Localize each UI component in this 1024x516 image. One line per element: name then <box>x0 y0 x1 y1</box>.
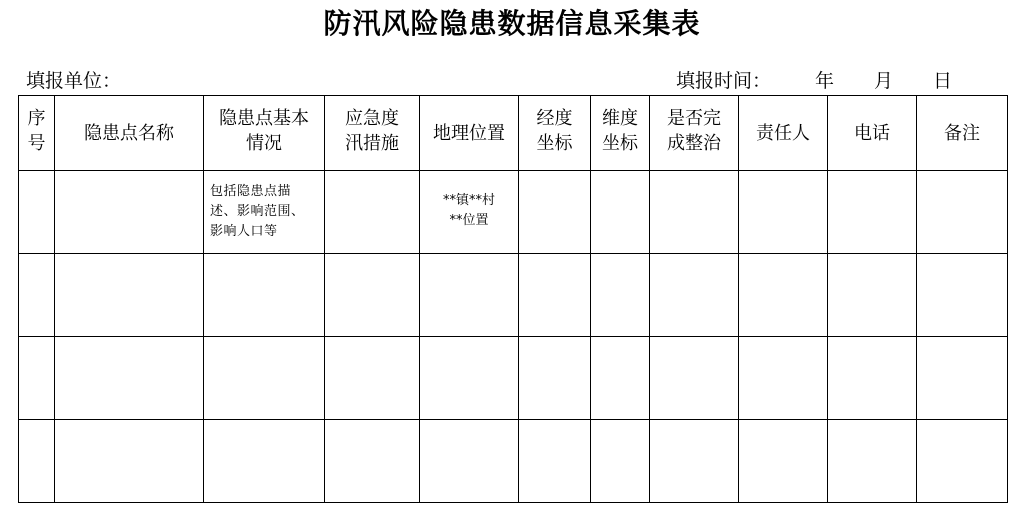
table-row <box>19 420 1008 503</box>
table-cell[interactable] <box>917 254 1008 337</box>
header-longitude: 经度 坐标 <box>519 96 591 171</box>
table-cell[interactable] <box>591 171 650 254</box>
table-cell[interactable] <box>420 337 519 420</box>
table-cell[interactable] <box>828 254 917 337</box>
table-cell[interactable] <box>325 171 420 254</box>
table-cell[interactable] <box>204 254 325 337</box>
table-cell[interactable] <box>591 254 650 337</box>
table-header-row <box>19 96 1008 171</box>
fill-unit-label: 填报单位： <box>26 70 122 92</box>
table-cell[interactable] <box>19 254 55 337</box>
header-rectified: 是否完 成整治 <box>650 96 739 171</box>
table-cell[interactable] <box>591 337 650 420</box>
table-cell[interactable] <box>519 337 591 420</box>
table-cell[interactable] <box>917 420 1008 503</box>
table-cell[interactable] <box>650 337 739 420</box>
table-cell[interactable] <box>325 254 420 337</box>
table-cell[interactable] <box>739 420 828 503</box>
table-cell[interactable] <box>828 337 917 420</box>
table-cell[interactable] <box>739 337 828 420</box>
month-label: 月 <box>874 70 894 92</box>
table-cell[interactable] <box>917 171 1008 254</box>
table-cell[interactable] <box>650 254 739 337</box>
data-collection-table <box>18 95 1008 503</box>
table-cell[interactable] <box>519 420 591 503</box>
table-cell[interactable] <box>917 337 1008 420</box>
table-cell[interactable] <box>650 171 739 254</box>
table-cell[interactable] <box>19 420 55 503</box>
header-remarks: 备注 <box>917 96 1008 171</box>
table-cell[interactable] <box>420 254 519 337</box>
table-cell[interactable] <box>55 337 204 420</box>
year-label: 年 <box>815 70 835 92</box>
table-cell[interactable] <box>325 420 420 503</box>
table-cell[interactable] <box>55 171 204 254</box>
table-cell[interactable] <box>739 254 828 337</box>
table-cell[interactable] <box>19 171 55 254</box>
location-example[interactable]: **镇**村 **位置 <box>420 171 519 254</box>
table-cell[interactable] <box>519 171 591 254</box>
table-row <box>19 254 1008 337</box>
table-cell[interactable] <box>55 254 204 337</box>
header-responsible-person: 责任人 <box>739 96 828 171</box>
table-cell[interactable] <box>420 420 519 503</box>
header-hazard-name: 隐患点名称 <box>55 96 204 171</box>
table-cell[interactable] <box>591 420 650 503</box>
table-cell[interactable] <box>55 420 204 503</box>
day-label: 日 <box>933 70 953 92</box>
header-emergency-measures: 应急度 汛措施 <box>325 96 420 171</box>
table-cell[interactable] <box>828 420 917 503</box>
table-cell[interactable] <box>739 171 828 254</box>
form-title: 防汛风险隐患数据信息采集表 <box>323 7 701 40</box>
table-cell[interactable] <box>325 337 420 420</box>
fill-time-label: 填报时间： <box>676 70 772 92</box>
fill-time <box>676 68 952 94</box>
table-cell[interactable] <box>650 420 739 503</box>
table-cell[interactable] <box>204 420 325 503</box>
header-basic-info: 隐患点基本 情况 <box>204 96 325 171</box>
header-seq: 序 号 <box>19 96 55 171</box>
table-cell[interactable] <box>19 337 55 420</box>
basic-info-example[interactable]: 包括隐患点描 述、影响范围、 影响人口等 <box>204 171 325 254</box>
header-latitude: 维度 坐标 <box>591 96 650 171</box>
table-cell[interactable] <box>828 171 917 254</box>
table-cell[interactable] <box>204 337 325 420</box>
header-phone: 电话 <box>828 96 917 171</box>
table-row <box>19 171 1008 254</box>
table-cell[interactable] <box>519 254 591 337</box>
header-location: 地理位置 <box>420 96 519 171</box>
table-row <box>19 337 1008 420</box>
